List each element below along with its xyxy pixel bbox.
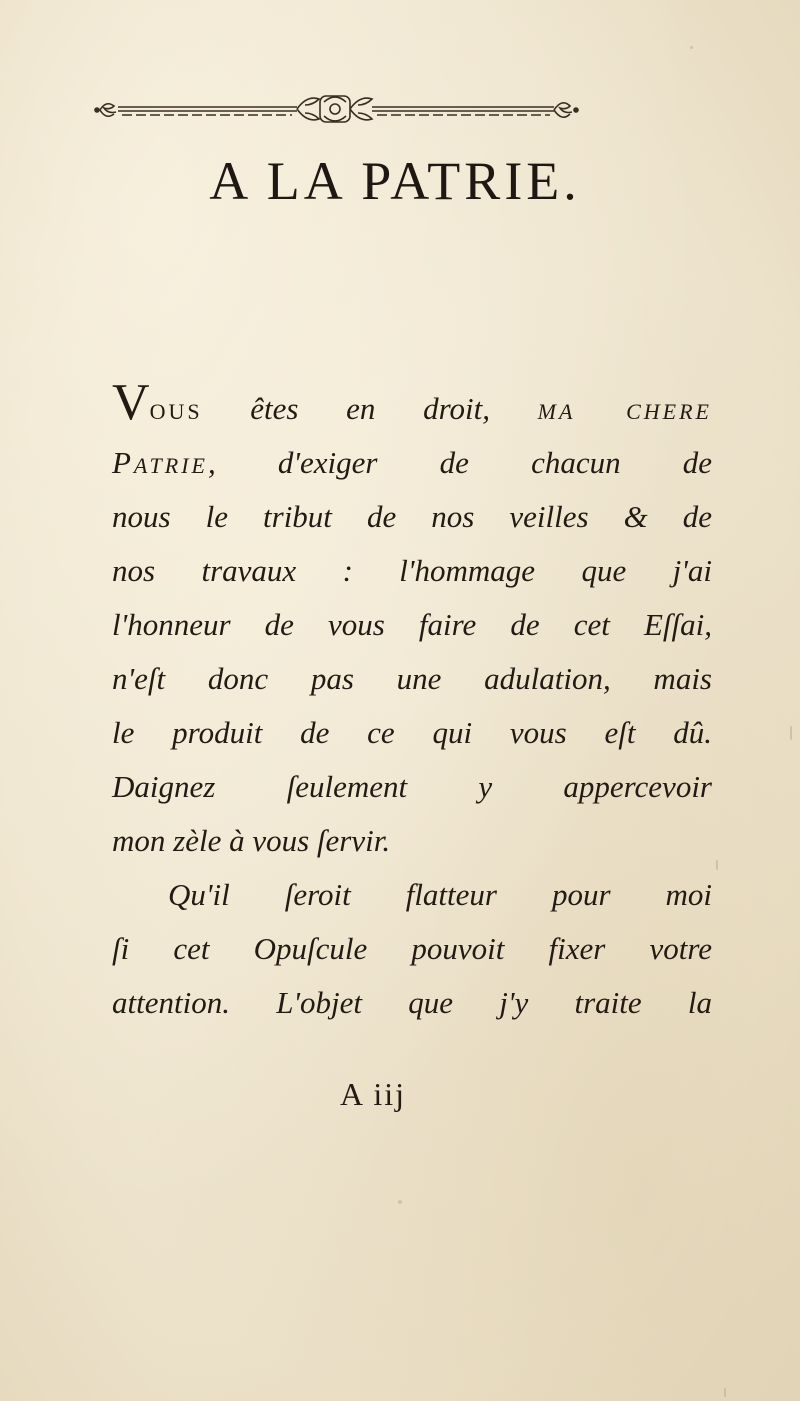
text-line: attention. L'objet que j'y traite la	[112, 985, 712, 1020]
paper-speck	[398, 1200, 402, 1204]
dedication-text	[112, 374, 712, 1030]
text-line: ſi cet Opuſcule pouvoit fixer votre	[112, 931, 712, 966]
text-line: Qu'il ſeroit flatteur pour moi	[168, 877, 712, 912]
paper-speck	[716, 860, 718, 870]
text-line: le produit de ce qui vous eſt dû.	[112, 715, 712, 750]
page-title: A LA PATRIE.	[209, 151, 581, 211]
paper-speck	[724, 1388, 726, 1397]
text-line: nos travaux : l'hommage que j'ai	[112, 553, 712, 588]
text-line: Vous êtes en droit, ma chere	[112, 374, 712, 431]
text-line: Daignez ſeulement y appercevoir	[112, 769, 712, 804]
text-line: mon zèle à vous ſervir.	[112, 823, 391, 858]
head-ornament	[92, 88, 592, 132]
paper-speck	[690, 46, 693, 49]
paper-speck	[790, 726, 792, 740]
signature-mark: A iij	[340, 1076, 407, 1112]
text-line: l'honneur de vous faire de cet Eſſai,	[112, 607, 712, 642]
text-line: nous le tribut de nos veilles & de	[112, 499, 712, 534]
drop-cap: V	[112, 374, 150, 431]
text-line: n'eſt donc pas une adulation, mais	[112, 661, 712, 696]
text-line: Patrie, d'exiger de chacun de	[112, 445, 712, 480]
